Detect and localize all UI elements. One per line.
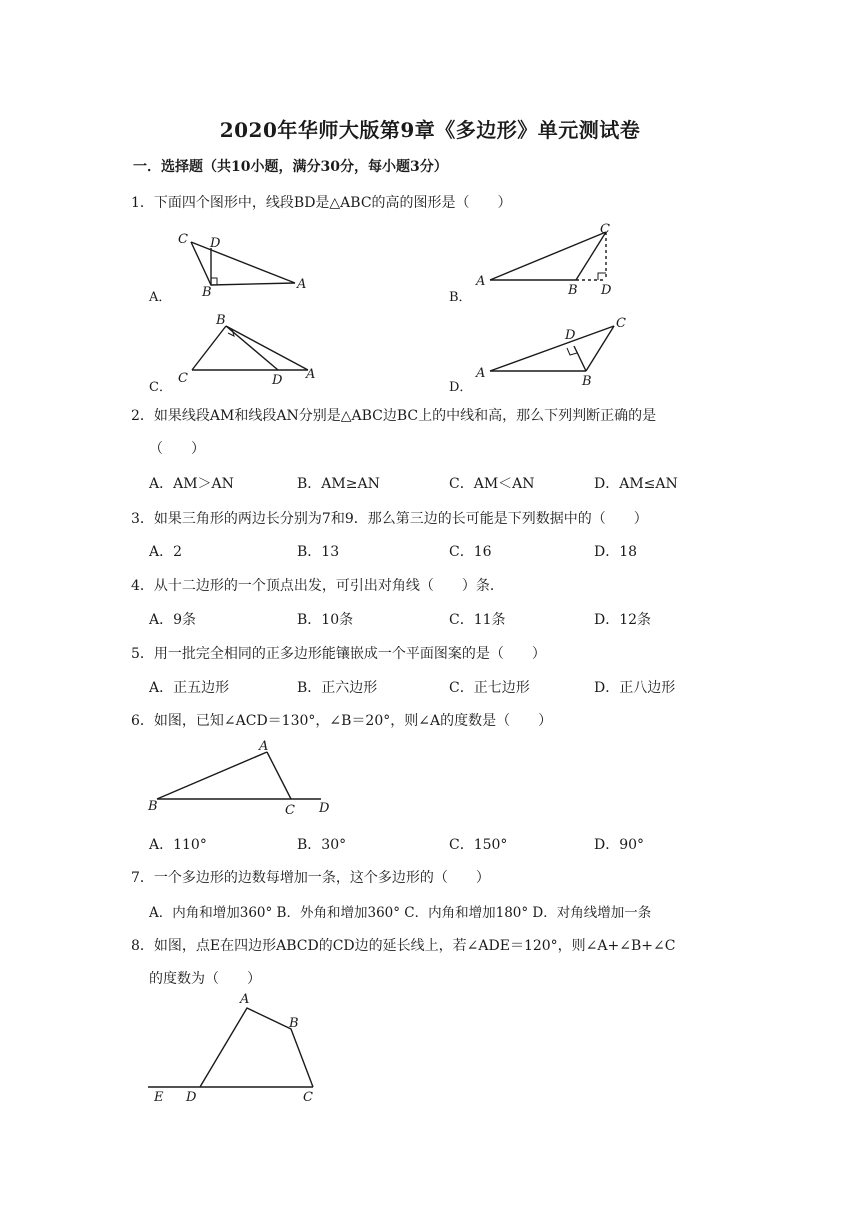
q6-option-d: D．90°: [594, 837, 645, 853]
q1a-label-b: B: [202, 285, 212, 300]
q6-label-c: C: [285, 803, 295, 818]
q4-option-a: A．9条: [149, 612, 197, 628]
q2-option-a: A．AM＞AN: [149, 476, 234, 492]
question-2-stem: 2．如果线段AM和线段AN分别是△ABC边BC上的中线和高，那么下列判断正确的是: [131, 408, 657, 424]
q3-option-b: B．13: [297, 544, 340, 560]
q1-figure-b: [470, 222, 630, 300]
q2-option-b: B．AM≥AN: [297, 476, 380, 492]
q3-option-d: D．18: [594, 544, 638, 560]
q4-option-b: B．10条: [297, 612, 354, 628]
q6-option-c: C．150°: [449, 837, 508, 853]
q3-option-c: C．16: [449, 544, 492, 560]
q2-option-c: C．AM＜AN: [449, 476, 535, 492]
q6-option-b: B．30°: [297, 837, 347, 853]
q1b-label-d: D: [601, 283, 612, 298]
q1-figure-a: [170, 228, 320, 300]
q1-figure-c: [170, 312, 330, 387]
q5-option-d: D．正八边形: [594, 680, 676, 696]
q1-option-b-label: B．: [449, 290, 472, 305]
q1b-label-c: C: [600, 222, 610, 237]
q2-option-d: D．AM≤AN: [594, 476, 678, 492]
q4-option-c: C．11条: [449, 612, 506, 628]
q6-figure: [145, 738, 345, 818]
q8-label-c: C: [303, 1090, 313, 1105]
section-heading: 一．选择题（共10小题，满分30分，每小题3分）: [133, 159, 448, 175]
q6-option-a: A．110°: [149, 837, 207, 853]
q1b-label-b: B: [568, 283, 578, 298]
q1d-label-d: D: [565, 328, 576, 343]
q1c-label-c: C: [178, 371, 188, 386]
question-6-stem: 6．如图，已知∠ACD＝130°，∠B＝20°，则∠A的度数是（ ）: [131, 713, 553, 729]
page-title: 2020年华师大版第9章《多边形》单元测试卷: [219, 118, 641, 142]
q5-option-b: B．正六边形: [297, 680, 378, 696]
q5-option-c: C．正七边形: [449, 680, 530, 696]
q6-label-b: B: [148, 799, 158, 814]
q1a-label-a: A: [297, 277, 307, 292]
q1b-label-a: A: [476, 274, 486, 289]
q1a-label-c: C: [178, 232, 188, 247]
q1c-label-d: D: [272, 373, 283, 388]
q8-label-b: B: [289, 1016, 299, 1031]
q8-label-a: A: [240, 992, 250, 1007]
q1-option-d-label: D．: [449, 380, 473, 395]
q1-figure-d: [470, 312, 635, 390]
q1d-label-c: C: [616, 316, 626, 331]
q1d-label-b: B: [582, 374, 592, 389]
question-3-stem: 3．如果三角形的两边长分别为7和9．那么第三边的长可能是下列数据中的（ ）: [131, 511, 648, 527]
q1-option-c-label: C．: [149, 380, 172, 395]
q3-option-a: A．2: [149, 544, 183, 560]
q7-options: A．内角和增加360° B．外角和增加360° C．内角和增加180° D．对角线增加一条: [149, 905, 652, 921]
q1a-label-d: D: [210, 236, 221, 251]
q8-label-d: D: [186, 1090, 197, 1105]
q1c-label-b: B: [216, 313, 226, 328]
q1d-label-a: A: [476, 366, 486, 381]
q8-label-e: E: [154, 1090, 164, 1105]
question-1-stem: 1．下面四个图形中，线段BD是△ABC的高的图形是（ ）: [131, 195, 512, 211]
q6-label-d: D: [319, 801, 330, 816]
question-8-stem-continued: 的度数为（ ）: [149, 971, 261, 987]
q1c-label-a: A: [306, 367, 316, 382]
q4-option-d: D．12条: [594, 612, 652, 628]
question-8-stem: 8．如图，点E在四边形ABCD的CD边的延长线上，若∠ADE＝120°，则∠A+∠B+∠C: [131, 938, 676, 954]
question-5-stem: 5．用一批完全相同的正多边形能镶嵌成一个平面图案的是（ ）: [131, 646, 546, 662]
question-4-stem: 4．从十二边形的一个顶点出发，可引出对角线（ ）条．: [131, 578, 504, 594]
q6-label-a: A: [259, 739, 269, 754]
question-7-stem: 7．一个多边形的边数每增加一条，这个多边形的（ ）: [131, 870, 490, 886]
q8-figure: [145, 990, 345, 1105]
q5-option-a: A．正五边形: [149, 680, 230, 696]
q1-option-a-label: A．: [149, 290, 172, 305]
question-2-stem-continued: （ ）: [149, 441, 205, 457]
